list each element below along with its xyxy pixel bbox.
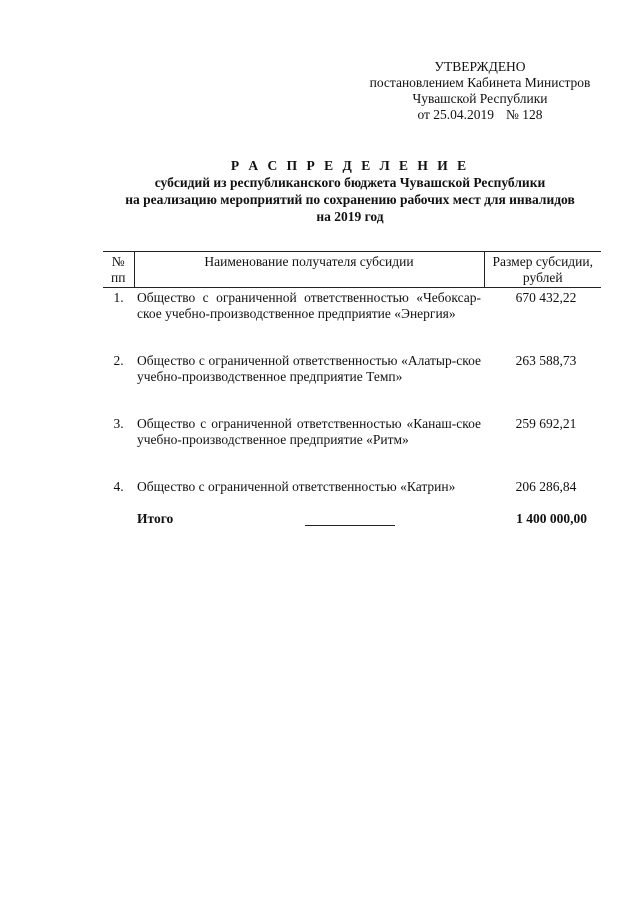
table-row — [103, 351, 601, 414]
row-subsidy-amount: 206 286,84 — [515, 479, 577, 494]
total-label: Итого — [137, 511, 174, 526]
table-row — [103, 414, 601, 477]
approval-date-number — [360, 107, 600, 123]
row-recipient-name: Общество с ограниченной ответственностью «Чебоксар-ское учебно-производственное предприятие «Энергия» — [137, 290, 481, 321]
row-number: 4. — [113, 479, 124, 494]
document-subtitle-line2: на реализацию мероприятий по сохранению рабочих мест для инвалидов — [125, 192, 575, 207]
row-number: 1. — [113, 290, 124, 305]
row-number: 3. — [113, 416, 124, 431]
row-subsidy-amount: 263 588,73 — [515, 353, 577, 368]
document-heading — [60, 157, 640, 225]
row-recipient-name: Общество с ограниченной ответственностью «Катрин» — [137, 479, 456, 494]
header-subsidy-amount: Размер субсидии, рублей — [484, 252, 601, 288]
table-header-row — [103, 252, 601, 288]
document-subtitle-line3: на 2019 год — [316, 209, 384, 224]
subsidy-table — [103, 251, 601, 528]
header-number: № пп — [103, 252, 134, 288]
row-recipient-name: Общество с ограниченной ответственностью «Алатыр-ское учебно-производственное предприятие Темп» — [137, 353, 481, 384]
row-subsidy-amount: 670 432,22 — [515, 290, 577, 305]
approval-date: от 25.04.2019 — [417, 107, 495, 122]
table-row — [103, 477, 601, 509]
row-recipient-name: Общество с ограниченной ответственностью «Канаш-ское учебно-производственное предприятие «Ритм» — [137, 416, 481, 447]
table-row — [103, 288, 601, 352]
document-subtitle-line1: субсидий из республиканского бюджета Чувашской Республики — [154, 175, 546, 190]
total-empty-cell — [103, 509, 134, 528]
approval-stamp — [360, 59, 600, 123]
approval-number: № 128 — [506, 107, 543, 122]
approval-authority: постановлением Кабинета Министров — [369, 75, 591, 90]
row-subsidy-amount: 259 692,21 — [515, 416, 577, 431]
document-title: Р А С П Р Е Д Е Л Е Н И Е — [230, 158, 470, 173]
row-number: 2. — [113, 353, 124, 368]
total-amount: 1 400 000,00 — [516, 511, 587, 526]
header-recipient-name: Наименование получателя субсидии — [134, 252, 484, 288]
end-divider — [305, 525, 395, 526]
approval-republic: Чувашской Республики — [412, 91, 548, 106]
approval-title: УТВЕРЖДЕНО — [434, 59, 526, 74]
